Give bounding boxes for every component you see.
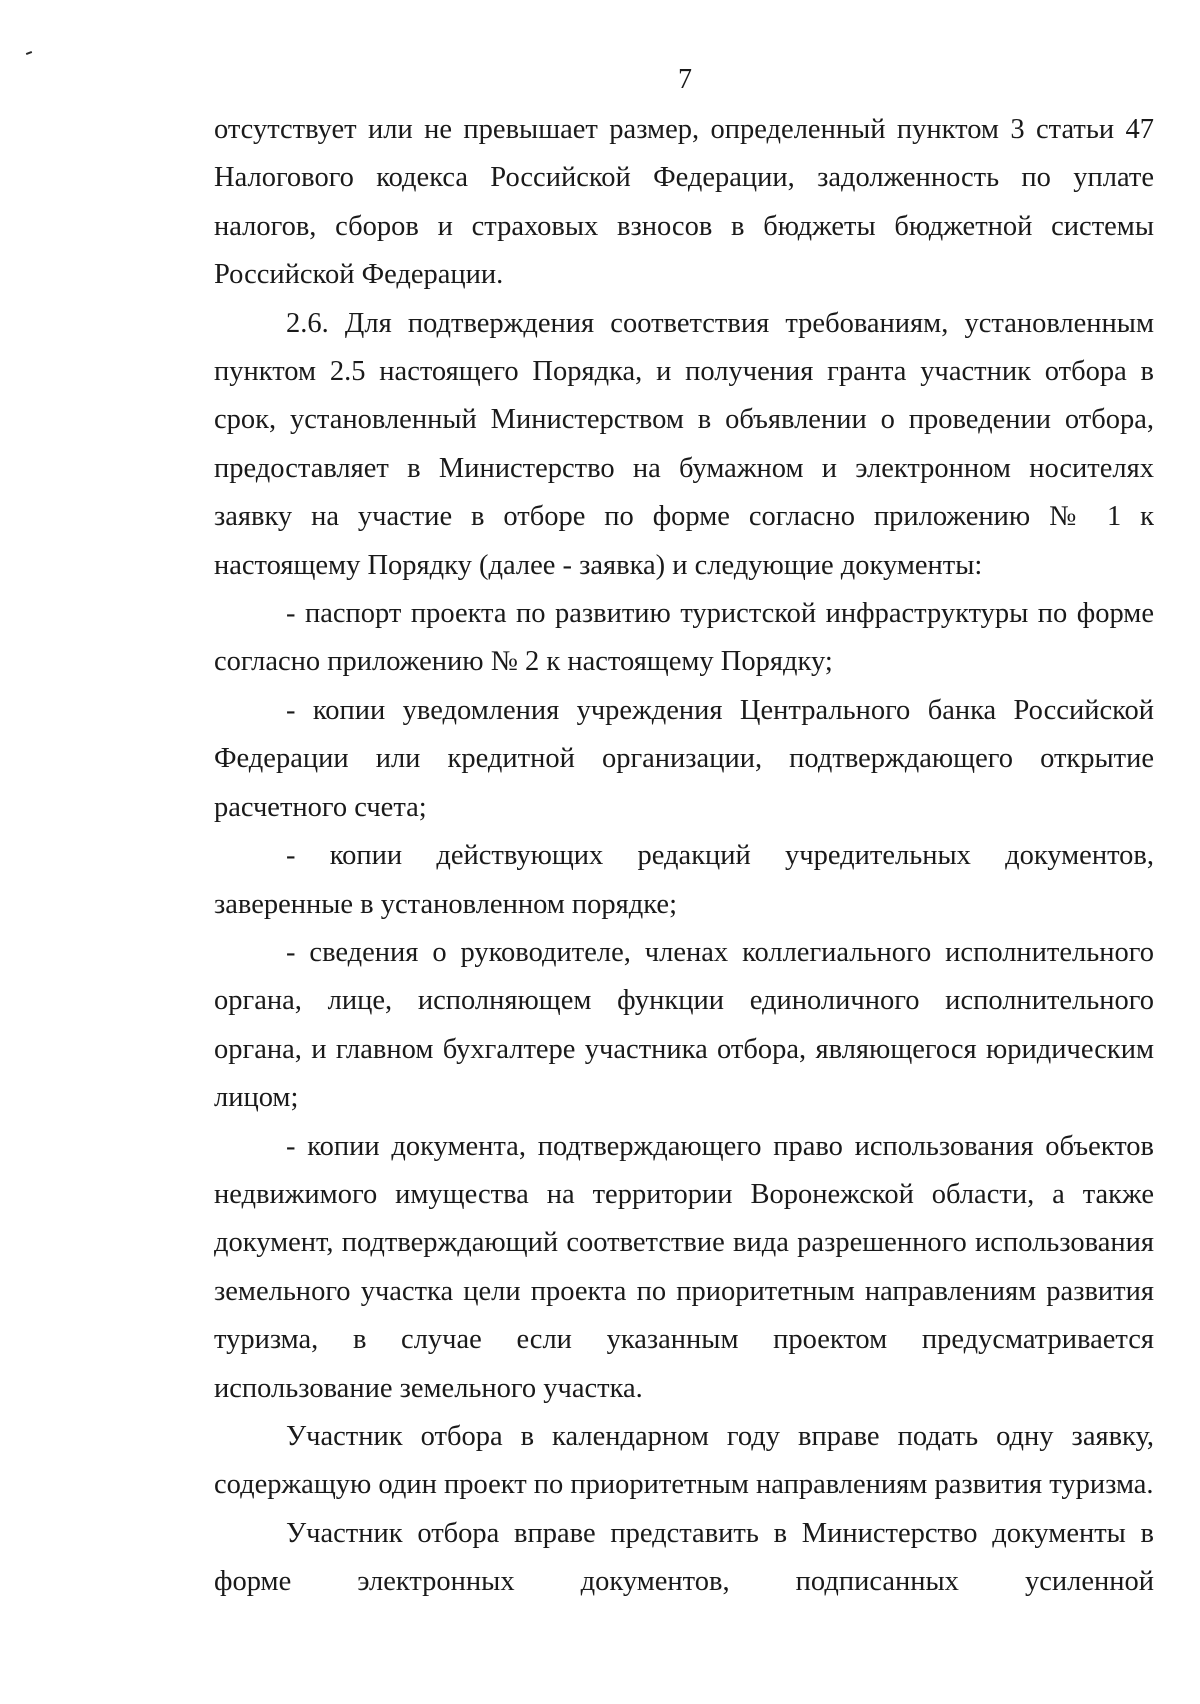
list-item-founding-documents: - копии действующих редакций учредительных документов, заверенные в установленном порядке; (214, 840, 1154, 920)
paragraph-continuation: отсутствует или не превышает размер, определенный пунктом 3 статьи 47 Налогового кодекса Российской Федерации, задолженность по уплате налогов, сборов и страховых взносов в бюджеты бюджетной системы Российской Федерации. (214, 114, 1154, 291)
paragraph-electronic-documents: Участник отбора вправе представить в Министерство документы в форме электронных документов, подписанных усиленной (214, 1517, 1154, 1598)
document-body (214, 106, 1154, 1607)
list-item-project-passport: - паспорт проекта по развитию туристской инфраструктуры по форме согласно приложению № 2 к настоящему Порядку; (214, 598, 1154, 678)
page-number: 7 (678, 64, 692, 95)
list-item-bank-notice-copies: - копии уведомления учреждения Центрального банка Российской Федерации или кредитной организации, подтверждающего открытие расчетного счета; (214, 694, 1154, 823)
scan-artifact-mark (26, 51, 32, 55)
paragraph-one-application: Участник отбора в календарном году вправе подать одну заявку, содержащую один проект по приоритетным направлениям развития туризма. (214, 1420, 1154, 1501)
list-item-management-info: - сведения о руководителе, членах коллегиального исполнительного органа, лице, исполняющем функции единоличного исполнительного органа, и главном бухгалтере участника отбора, являющегося юридическим лицом; (214, 936, 1154, 1114)
list-item-property-rights: - копии документа, подтверждающего право использования объектов недвижимого имущества на территории Воронежской области, а также документ, подтверждающий соответствие вида разрешенного использования земельного участка цели проекта по приоритетным направлениям развития туризма, в случае если указанным проектом предусматривается использование земельного участка. (214, 1130, 1154, 1404)
paragraph-clause-2-6: 2.6. Для подтверждения соответствия требованиям, установленным пунктом 2.5 настоящего Порядка, и получения гранта участник отбора в срок, установленный Министерством в объявлении о проведении отбора, предоставляет в Министерство на бумажном и электронном носителях заявку на участие в отборе по форме согласно приложению № 1 к настоящему Порядку (далее - заявка) и следующие документы: (214, 307, 1154, 581)
